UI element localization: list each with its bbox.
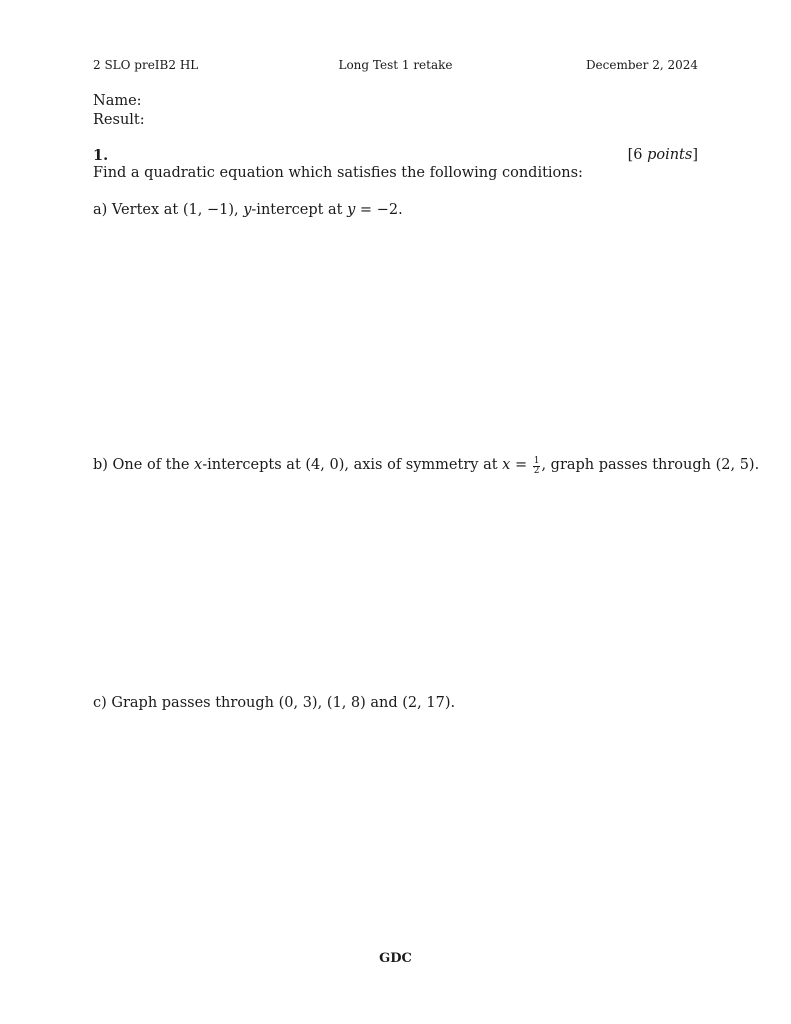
points-close: ] xyxy=(692,147,698,163)
student-fields xyxy=(93,92,145,130)
fraction-numerator: 1 xyxy=(533,456,540,467)
part-a-text-2: -intercept at xyxy=(251,202,348,218)
class-name: 2 SLO preIB2 HL xyxy=(93,58,199,72)
footer-gdc-label: GDC xyxy=(379,951,412,966)
part-b-text-3: = xyxy=(510,457,532,473)
name-label: Name: xyxy=(93,93,142,109)
part-b-text-2: -intercepts at (4, 0), axis of symmetry at xyxy=(202,457,503,473)
problem-instruction: Find a quadratic equation which satisfies the following conditions: xyxy=(93,165,583,181)
part-b-text-1: b) One of the xyxy=(93,457,195,473)
part-a-text-1: a) Vertex at (1, −1), xyxy=(93,202,244,218)
part-b-text-4: , graph passes through (2, 5). xyxy=(541,457,760,473)
part-c: c) Graph passes through (0, 3), (1, 8) and (2, 17). xyxy=(93,695,456,711)
test-date: December 2, 2024 xyxy=(585,58,698,72)
part-a-text-3: = −2. xyxy=(355,202,403,218)
part-b-var-2: x xyxy=(502,457,511,473)
result-label: Result: xyxy=(93,112,145,128)
points-word: points xyxy=(647,147,693,163)
fraction-denominator: 2 xyxy=(533,466,540,477)
part-a-var-1: y xyxy=(243,202,252,218)
points-open: [6 xyxy=(627,147,648,163)
page-header xyxy=(93,58,698,74)
part-a-var-2: y xyxy=(347,202,356,218)
part-b-var-1: x xyxy=(194,457,203,473)
half-fraction xyxy=(533,457,541,476)
test-title: Long Test 1 retake xyxy=(338,58,453,72)
part-a xyxy=(93,202,403,218)
problem-header xyxy=(93,147,698,167)
part-b xyxy=(93,457,759,476)
points-label xyxy=(628,147,698,163)
problem-number: 1. xyxy=(93,147,109,164)
